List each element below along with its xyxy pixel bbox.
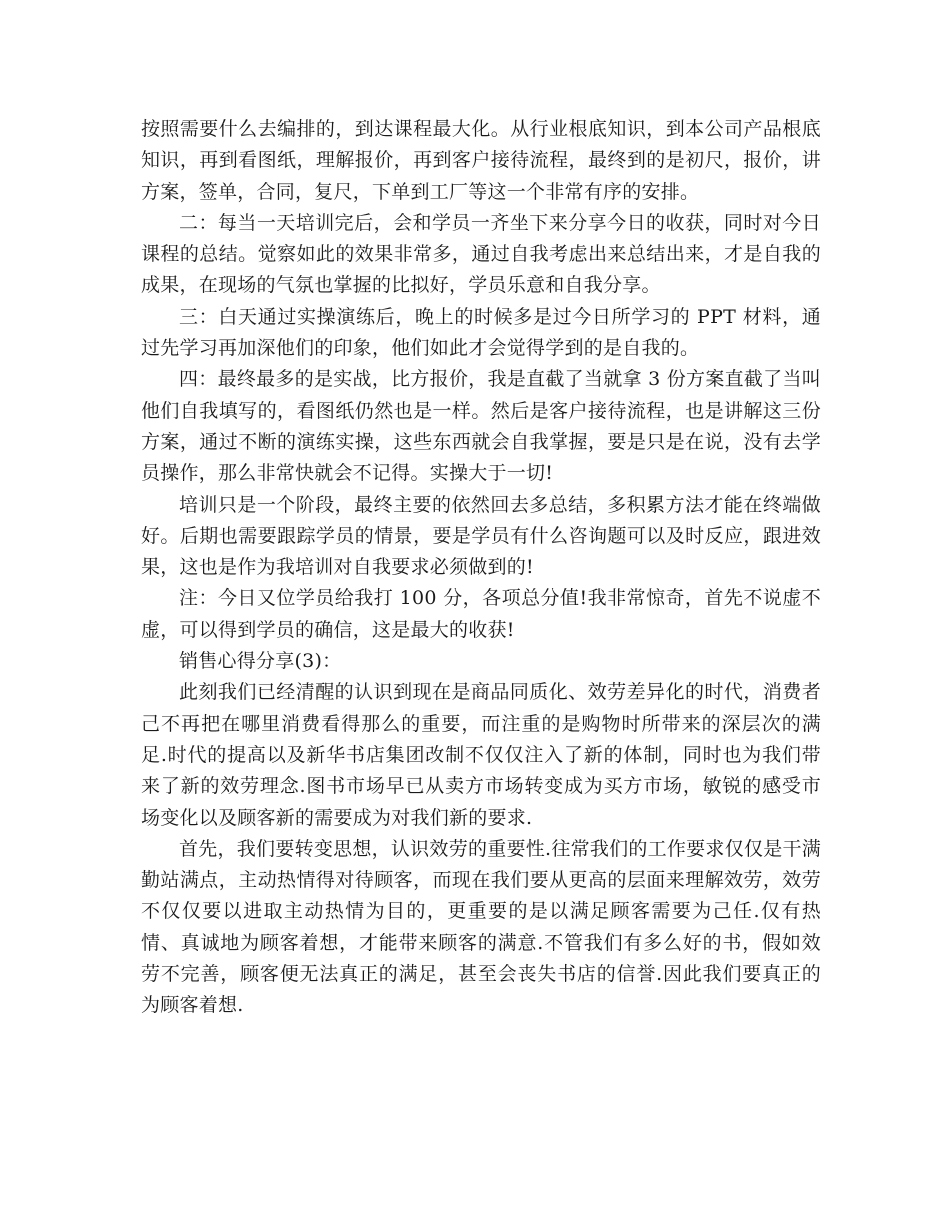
paragraph-training-summary: 培训只是一个阶段，最终主要的依然回去多总结，多积累方法才能在终端做好。后期也需要跟踪学员的情景，要是学员有什么咨询题可以及时反应，跟进效果，这也是作为我培训对自我要求必须做到的! bbox=[141, 493, 821, 579]
document-body bbox=[141, 114, 821, 1022]
paragraph-service-thinking: 首先，我们要转变思想，认识效劳的重要性.往常我们的工作要求仅仅是干满勤站满点，主动热情得对待顾客，而现在我们要从更高的层面来理解效劳，效劳不仅仅要以进取主动热情为目的，更重要的是以满足顾客需要为己任.仅有热情、真诚地为顾客着想，才能带来顾客的满意.不管我们有多么好的书，假如效劳不完善，顾客便无法真正的满足，甚至会丧失书店的信誉.因此我们要真正的为顾客着想. bbox=[141, 837, 821, 1017]
paragraph-continuation: 按照需要什么去编排的，到达课程最大化。从行业根底知识，到本公司产品根底知识，再到看图纸，理解报价，再到客户接待流程，最终到的是初尺，报价，讲方案，签单，合同，复尺，下单到工厂等这一个非常有序的安排。 bbox=[141, 118, 821, 203]
paragraph-note: 注：今日又位学员给我打 100 分，各项总分值!我非常惊奇，首先不说虚不虚，可以得到学员的确信，这是最大的收获! bbox=[141, 587, 821, 641]
paragraph-point-four: 四：最终最多的是实战，比方报价，我是直截了当就拿 3 份方案直截了当叫他们自我填写的，看图纸仍然也是一样。然后是客户接待流程，也是讲解这三份方案，通过不断的演练实操，这些东西就会自我掌握，要是只是在说，没有去学员操作，那么非常快就会不记得。实操大于一切! bbox=[141, 368, 821, 485]
section-heading: 销售心得分享(3)： bbox=[179, 650, 342, 673]
paragraph-market-awareness: 此刻我们已经清醒的认识到现在是商品同质化、效劳差异化的时代，消费者己不再把在哪里消费看得那么的重要，而注重的是购物时所带来的深层次的满足.时代的提高以及新华书店集团改制不仅仅注入了新的体制，同时也为我们带来了新的效劳理念.图书市场早已从卖方市场转变成为买方市场，敏锐的感受市场变化以及顾客新的需要成为对我们新的要求. bbox=[141, 681, 821, 829]
paragraph-point-two: 二：每当一天培训完后，会和学员一齐坐下来分享今日的收获，同时对今日课程的总结。觉察如此的效果非常多，通过自我考虑出来总结出来，才是自我的成果，在现场的气氛也掌握的比拟好，学员乐意和自我分享。 bbox=[141, 211, 821, 297]
paragraph-point-three: 三：白天通过实操演练后，晚上的时候多是过今日所学习的 PPT 材料，通过先学习再加深他们的印象，他们如此才会觉得学到的是自我的。 bbox=[141, 305, 821, 360]
